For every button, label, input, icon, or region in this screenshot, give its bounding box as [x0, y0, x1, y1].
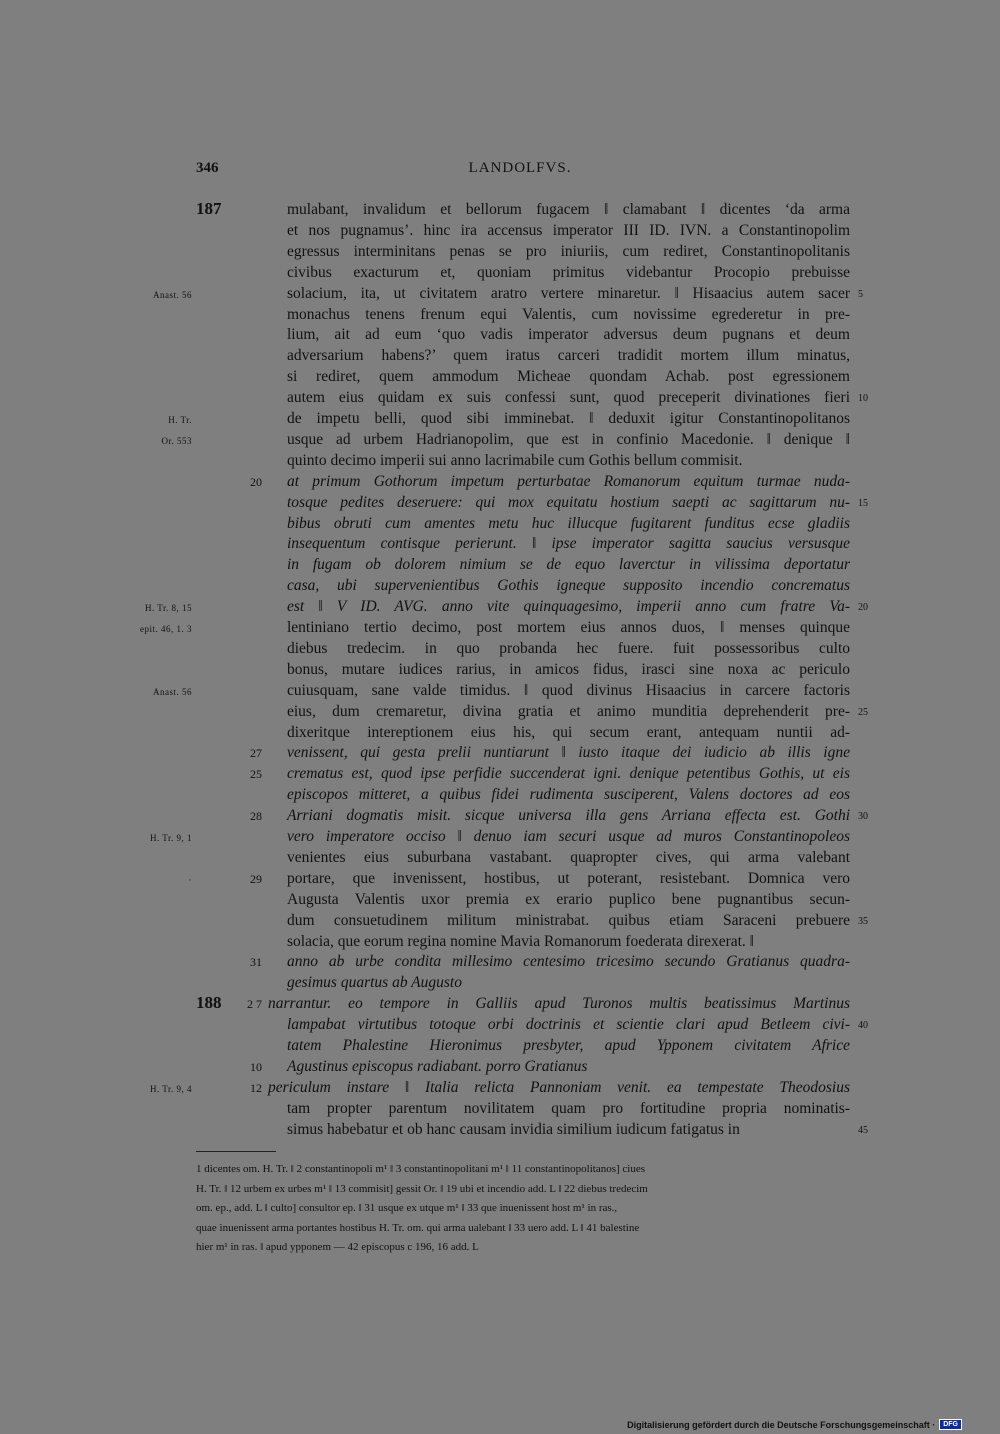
page-title: LANDOLFVS. — [468, 160, 572, 176]
text-line: monachus tenens frenum equi Valentis, cum novissime egrederetur in pre- — [287, 305, 850, 323]
line-number: 45 — [858, 1124, 868, 1136]
margin-source-ref: Or. 553 — [161, 435, 192, 446]
text-line: de impetu belli, quod sibi imminebat. ‖ deduxit igitur Constantinopolitanos — [287, 410, 850, 427]
text-line: venientes eius suburbana vastabant. quapropter cives, qui arma valebant — [287, 848, 850, 866]
text-line: vero imperatore occiso ‖ denuo iam securi usque ad muros Constantinopoleos — [287, 828, 850, 845]
text-line: diebus tredecim. in quo probanda hec fuere. fuit possessoribus culto — [287, 639, 850, 657]
source-line-ref: 31 — [250, 955, 262, 970]
text-line: mulabant, invalidum et bellorum fugacem ‖ clamabant ‖ dicentes ‘da arma — [287, 201, 850, 218]
source-line-ref: 28 — [250, 809, 262, 824]
footer-credit — [627, 1419, 962, 1430]
text-line: lentiniano tertio decimo, post mortem eius annos duos, ‖ menses quinque — [287, 619, 850, 636]
margin-source-ref: epit. 46, 1. 3 — [140, 624, 192, 634]
text-line: solacia, que eorum regina nomine Mavia Romanorum foederata direxerat. ‖ — [287, 932, 755, 950]
footnote-line: 1 dicentes om. H. Tr. ‖ 2 constantinopoli m¹ ‖ 3 constantinopolitani m¹ ‖ 11 constantinopolitanos] ciues — [196, 1163, 646, 1175]
text-line: et nos pugnamus’. hinc ira accensus imperator III ID. IVN. a Constantinopolim — [287, 221, 850, 239]
text-line: solacium, ita, ut civitatem aratro vertere minaretur. ‖ Hisaacius autem sacer — [287, 284, 850, 302]
text-line: est ‖ V ID. AVG. anno vite quinquagesimo, imperii anno cum fratre Va- — [287, 598, 850, 616]
text-line: simus habebatur et ob hanc causam invidia similium iudicum fatigatus in — [287, 1120, 740, 1138]
text-line: portare, que invenissent, hostibus, ut poterant, resistebant. Domnica vero — [287, 869, 850, 887]
text-line: at primum Gothorum impetum perturbatae Romanorum equitum turmae nuda- — [287, 472, 850, 490]
line-number: 10 — [858, 393, 868, 405]
text-line: crematus est, quod ipse perfidie succenderat igni. denique petentibus Gothis, ut eis — [287, 765, 850, 783]
line-number: 20 — [858, 602, 868, 614]
text-line: tosque pedites deseruere: qui mox equitatu hostium saepti ac sagittarum nu- — [287, 493, 850, 511]
text-line: dixeritque intereptionem eius his, qui secum erant, antequam nuntii ad- — [287, 723, 850, 741]
line-number: 5 — [858, 288, 863, 300]
text-line: dum consuetudinem militum ministrabat. quibus etiam Saraceni prebuere — [287, 911, 850, 929]
text-line: episcopos mitteret, a quibus fidei rudimenta susciperent, Valens doctores ad eos — [287, 786, 850, 804]
margin-source-ref: H. Tr. 8, 15 — [144, 603, 192, 614]
source-line-ref: 25 — [250, 767, 262, 782]
margin-source-ref: · — [188, 874, 192, 885]
text-line: casa, ubi supervenientibus Gothis igneque supposito incendio concrematus — [287, 577, 850, 595]
text-line: eius, dum cremaretur, divina gratia et animo munditia deprehenderit pre- — [287, 702, 850, 720]
margin-source-ref: Anast. 56 — [153, 686, 192, 697]
text-line: quinto decimo imperii sui anno lacrimabile cum Gothis bellum commisit. — [287, 451, 743, 469]
margin-source-ref: H. Tr. 9, 4 — [149, 1083, 192, 1094]
text-line: Augusta Valentis uxor premia ex erario puplico bene pugnantibus secun- — [287, 890, 850, 908]
dfg-logo-icon: DFG — [939, 1419, 962, 1430]
text-line: in fugam ob dolorem nimium se de equo laverctur in vilissima deportatur — [287, 556, 850, 574]
text-line: Agustinus episcopus radiabant. porro Gratianus — [287, 1057, 588, 1075]
margin-source-ref: H. Tr. 9, 1 — [149, 833, 192, 843]
text-line: lium, ait ad eum ‘quo vadis imperator adversus deum pugnans et deum — [287, 326, 850, 344]
text-line: insequentum contisque perierunt. ‖ ipse imperator sagitta saucius versusque — [287, 535, 850, 553]
text-line: cuiusquam, sane valde timidus. ‖ quod divinus Hisaacius in carcere factoris — [287, 681, 850, 699]
text-line: bonus, mutare iudices rarius, in amicos fidus, irasci sine noxa ac periculo — [287, 660, 850, 678]
text-line: lampabat virtutibus totoque orbi doctrinis et scientie clari apud Betleem civi- — [287, 1016, 850, 1034]
source-line-ref: 12 — [250, 1080, 262, 1095]
margin-source-ref: Anast. 56 — [153, 289, 192, 300]
text-line: tatem Phalestine Hieronimus presbyter, apud Ypponem civitatem Africe — [287, 1037, 850, 1054]
footer-text: Digitalisierung gefördert durch die Deutsche Forschungsgemeinschaft · — [627, 1419, 936, 1430]
text-line: egressus interminitans penas se pro iniuriis, cum rediret, Constantinopolitanis — [287, 242, 850, 260]
section-number: 187 — [196, 199, 222, 218]
text-line: Arriani dogmatis misit. sicque universa illa gens Arriana effecta est. Gothi — [287, 807, 850, 825]
text-line: bibus obruti cum amentes metu huc illucque fugitarent funditus ecse gladiis — [287, 514, 850, 532]
text-line: si rediret, quem ammodum Micheae quondam Achab. post egressionem — [287, 368, 850, 386]
footnote-line: om. ep., add. L ‖ culto] consultor ep. ‖ 31 usque ex utque m¹ ‖ 33 que inuenissent host m¹ in ras., — [196, 1202, 618, 1214]
text-line: autem eius quidam ex suis confessi sunt, quod preceperit divinationes fieri — [287, 389, 850, 407]
text-line: narrantur. eo tempore in Galliis apud Turonos multis beatissimus Martinus — [268, 995, 850, 1013]
footnote-line: H. Tr. ‖ 12 urbem ex urbes m¹ ‖ 13 commisit] gessit Or. ‖ 19 ubi et incendio add. L ‖ 22 diebus tredecim — [196, 1182, 648, 1195]
footnote-line: quae inuenissent arma portantes hostibus H. Tr. om. qui arma ualebant ‖ 33 uero add. L ‖ 41 balestine — [196, 1221, 640, 1234]
text-line: anno ab urbe condita millesimo centesimo tricesimo secundo Gratianus quadra- — [287, 953, 850, 971]
footnote-rule — [196, 1151, 276, 1152]
footnote-line: hier m¹ in ras. ‖ apud ypponem — 42 episcopus c 196, 16 add. L — [196, 1241, 479, 1253]
text-line: gesimus quartus ab Augusto — [287, 974, 462, 992]
line-number: 40 — [858, 1020, 868, 1032]
text-line: civibus exacturum et, quoniam primitus videbantur Procopio prebuisse — [287, 263, 850, 281]
margin-source-ref: H. Tr. — [168, 415, 192, 425]
source-line-ref: 29 — [250, 871, 262, 886]
source-line-ref: 2 7 — [247, 997, 262, 1012]
text-line: adversarium habens?’ quem iratus carceri tradidit mortem illum minatus, — [287, 347, 850, 365]
text-line: tam propter parentum novilitatem quam pro fortitudine propria nominatis- — [287, 1099, 850, 1117]
line-number: 25 — [858, 706, 868, 718]
source-line-ref: 20 — [250, 474, 262, 489]
page-number: 346 — [196, 160, 219, 176]
text-line: periculum instare ‖ Italia relicta Pannoniam venit. ea tempestate Theodosius — [268, 1078, 850, 1096]
text-line: usque ad urbem Hadrianopolim, que est in confinio Macedonie. ‖ denique ‖ — [287, 430, 850, 448]
line-number: 15 — [858, 497, 868, 509]
text-line: venissent, qui gesta prelii nuntiarunt ‖ iusto itaque dei iudicio ab illis igne — [287, 744, 850, 762]
section-number: 188 — [196, 993, 222, 1013]
line-number: 35 — [858, 915, 868, 927]
line-number: 30 — [858, 811, 868, 823]
source-line-ref: 10 — [250, 1059, 262, 1074]
source-line-ref: 27 — [250, 746, 262, 761]
